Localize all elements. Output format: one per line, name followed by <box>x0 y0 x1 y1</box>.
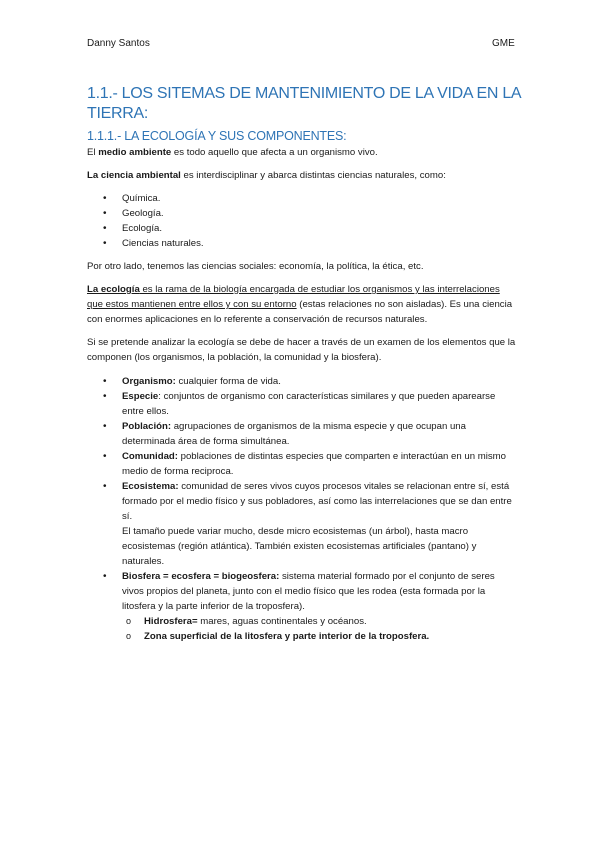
biosfera-sublist <box>122 614 517 644</box>
term-label: Especie <box>122 391 159 402</box>
bullet-icon: • <box>103 208 107 219</box>
term-definition: mares, aguas continentales y océanos. <box>197 616 367 627</box>
terms-list <box>87 374 517 644</box>
list-item-text: Ciencias naturales. <box>122 238 204 249</box>
term-label: Ecosistema: <box>122 481 179 492</box>
term-definition: sistema material formado por el conjunto de seres vivos propios del planeta, junto con el medio físico que les rodea (esta formada por la litosfera y la parte inferior de la troposfera). <box>122 571 495 612</box>
term-label: Comunidad: <box>122 451 178 462</box>
bold-term: medio ambiente <box>98 147 172 158</box>
sublist-item <box>122 614 517 629</box>
term-label: Organismo: <box>122 376 176 387</box>
bullet-icon: • <box>103 238 107 249</box>
section-subtitle: 1.1.1.- LA ECOLOGÍA Y SUS COMPONENTES: <box>87 129 347 143</box>
text-span: es interdisciplinar y abarca distintas ciencias naturales, como: <box>180 170 446 181</box>
term-extra: El tamaño puede variar mucho, desde micro ecosistemas (un árbol), hasta macro ecosistemas (región atlántica). También existen ecosistemas artificiales (pantano) y naturales. <box>122 526 477 567</box>
list-item <box>87 206 517 221</box>
list-item-text: Química. <box>122 193 161 204</box>
list-item <box>87 449 517 479</box>
paragraph-analisis: Si se pretende analizar la ecología se debe de hacer a través de un examen de los elementos que la componen (los organismos, la población, la comunidad y la biosfera). <box>87 337 516 363</box>
bullet-icon: • <box>103 481 107 492</box>
header-author: Danny Santos <box>87 38 150 49</box>
sublist-item <box>122 629 517 644</box>
term-label: Zona superficial de la litosfera y parte interior de la troposfera. <box>144 631 430 642</box>
term-definition: comunidad de seres vivos cuyos procesos vitales se relacionan entre sí, está formado por el medio físico y sus pobladores, así como las interrelaciones que se dan entre sí. <box>122 481 512 522</box>
bullet-icon: • <box>103 571 107 582</box>
list-item <box>87 479 517 569</box>
list-item <box>87 191 517 206</box>
text-span: (estas relaciones no son aisladas). Es una ciencia con enormes aplicaciones en lo referente a conservación de recursos naturales. <box>87 299 513 325</box>
circle-bullet-icon: o <box>126 631 132 641</box>
document-body <box>87 145 517 652</box>
list-item <box>87 389 517 419</box>
list-item <box>87 236 517 251</box>
bullet-icon: • <box>103 193 107 204</box>
term-label: Hidrosfera= <box>144 616 198 627</box>
list-item <box>87 419 517 449</box>
bold-term: La ecología <box>87 284 140 295</box>
circle-bullet-icon: o <box>126 616 132 626</box>
text-span: El <box>87 147 99 158</box>
term-definition: cualquier forma de vida. <box>175 376 281 387</box>
document-title: 1.1.- LOS SITEMAS DE MANTENIMIENTO DE LA VIDA EN LA TIERRA: <box>87 85 521 122</box>
list-item <box>87 569 517 644</box>
term-definition: : conjuntos de organismo con características similares y que pueden aparearse entre ellos. <box>122 391 496 417</box>
term-label: Población: <box>122 421 172 432</box>
list-item <box>87 221 517 236</box>
bullet-icon: • <box>103 421 107 432</box>
underlined-text: es la rama de la biología encargada de estudiar los organismos y las interrelaciones que estos mantienen entre ellos y con su entorno <box>87 284 500 310</box>
header-code: GME <box>492 38 515 49</box>
bold-term: La ciencia ambiental <box>87 170 181 181</box>
text-span: es todo aquello que afecta a un organismo vivo. <box>171 147 378 158</box>
paragraph-medio-ambiente <box>87 145 517 160</box>
bullet-icon: • <box>103 376 107 387</box>
term-definition: poblaciones de distintas especies que comparten e interactúan en un mismo medio de forma reciproca. <box>122 451 506 477</box>
list-item-text: Ecología. <box>122 223 163 234</box>
sciences-list <box>87 191 517 251</box>
paragraph-ciencia-ambiental <box>87 168 517 183</box>
paragraph-ciencias-sociales: Por otro lado, tenemos las ciencias sociales: economía, la política, la ética, etc. <box>87 261 424 272</box>
list-item <box>87 374 517 389</box>
term-definition: agrupaciones de organismos de la misma especie y que ocupan una determinada área de forma simultánea. <box>122 421 466 447</box>
bullet-icon: • <box>103 223 107 234</box>
term-label: Biosfera = ecosfera = biogeosfera: <box>122 571 280 582</box>
bullet-icon: • <box>103 391 107 402</box>
bullet-icon: • <box>103 451 107 462</box>
list-item-text: Geología. <box>122 208 164 219</box>
paragraph-ecologia <box>87 282 517 327</box>
